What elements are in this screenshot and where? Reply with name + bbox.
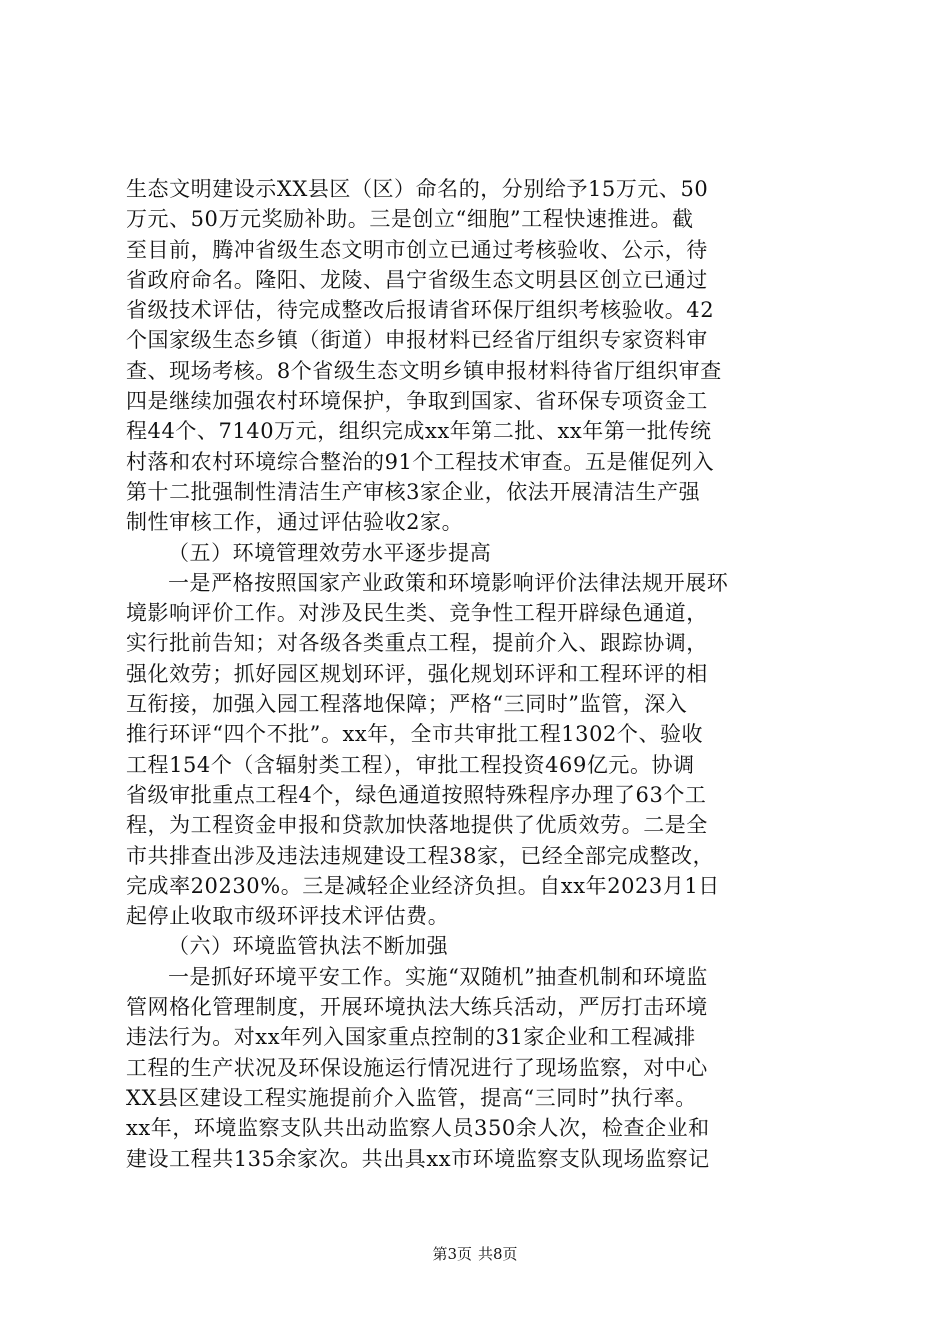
text-line: 省政府命名。隆阳、龙陵、昌宁省级生态文明县区创立已通过 (126, 267, 708, 292)
text-line: 个国家级生态乡镇（街道）申报材料已经省厅组织专家资料审 (126, 328, 708, 353)
text-line: 强化效劳；抓好园区规划环评，强化规划环评和工程环评的相 (126, 661, 708, 686)
text-line: 起停止收取市级环评技术评估费。 (126, 904, 450, 929)
page-footer (0, 1244, 950, 1264)
text-line: 完成率20230%。三是减轻企业经济负担。自xx年2023月1日 (126, 873, 720, 898)
text-line: 万元、50万元奖励补助。三是创立“细胞”工程快速推进。截 (126, 207, 694, 232)
body-text (126, 174, 826, 1174)
page-total: 共8页 (478, 1245, 518, 1263)
text-line: 制性审核工作，通过评估验收2家。 (126, 510, 464, 535)
section-heading: （五）环境管理效劳水平逐步提高 (168, 540, 492, 565)
text-line: 实行批前告知；对各级各类重点工程，提前介入、跟踪协调， (126, 631, 708, 656)
text-line: 至目前，腾冲省级生态文明市创立已通过考核验收、公示，待 (126, 237, 708, 262)
text-line: 互衔接，加强入园工程落地保障；严格“三同时”监管，深入 (126, 692, 688, 717)
text-line: 一是抓好环境平安工作。实施“双随机”抽查机制和环境监 (168, 964, 708, 989)
text-line: 程，为工程资金申报和贷款加快落地提供了优质效劳。二是全 (126, 813, 708, 838)
text-line: 建设工程共135余家次。共出具xx市环境监察支队现场监察记 (126, 1146, 710, 1171)
text-line: 推行环评“四个不批”。xx年，全市共审批工程1302个、验收 (126, 722, 704, 747)
text-line: 违法行为。对xx年列入国家重点控制的31家企业和工程减排 (126, 1025, 696, 1050)
text-line: xx年，环境监察支队共出动监察人员350余人次，检查企业和 (126, 1116, 710, 1141)
section-heading: （六）环境监管执法不断加强 (168, 934, 449, 959)
text-line: 市共排查出涉及违法违规建设工程38家，已经全部完成整改， (126, 843, 715, 868)
text-line: 程44个、7140万元，组织完成xx年第二批、xx年第一批传统 (126, 419, 712, 444)
page-number: 第3页 (432, 1245, 472, 1263)
text-line: 村落和农村环境综合整治的91个工程技术审查。五是催促列入 (126, 449, 715, 474)
text-line: XX县区建设工程实施提前介入监管，提高“三同时”执行率。 (126, 1085, 697, 1110)
text-line: 一是严格按照国家产业政策和环境影响评价法律法规开展环 (168, 570, 729, 595)
text-line: 查、现场考核。8个省级生态文明乡镇申报材料待省厅组织审查 (126, 358, 722, 383)
text-line: 管网格化管理制度，开展环境执法大练兵活动，严厉打击环境 (126, 995, 708, 1020)
text-line: 工程154个（含辐射类工程），审批工程投资469亿元。协调 (126, 752, 695, 777)
text-line: 省级审批重点工程4个，绿色通道按照特殊程序办理了63个工 (126, 782, 707, 807)
text-line: 第十二批强制性清洁生产审核3家企业，依法开展清洁生产强 (126, 479, 701, 504)
text-line: 工程的生产状况及环保设施运行情况进行了现场监察，对中心 (126, 1055, 708, 1080)
text-line: 省级技术评估，待完成整改后报请省环保厅组织考核验收。42 (126, 298, 715, 323)
text-line: 四是继续加强农村环境保护，争取到国家、省环保专项资金工 (126, 389, 708, 414)
text-line: 生态文明建设示XX县区（区）命名的，分别给予15万元、50 (126, 177, 709, 201)
text-line: 境影响评价工作。对涉及民生类、竞争性工程开辟绿色通道， (126, 601, 708, 626)
